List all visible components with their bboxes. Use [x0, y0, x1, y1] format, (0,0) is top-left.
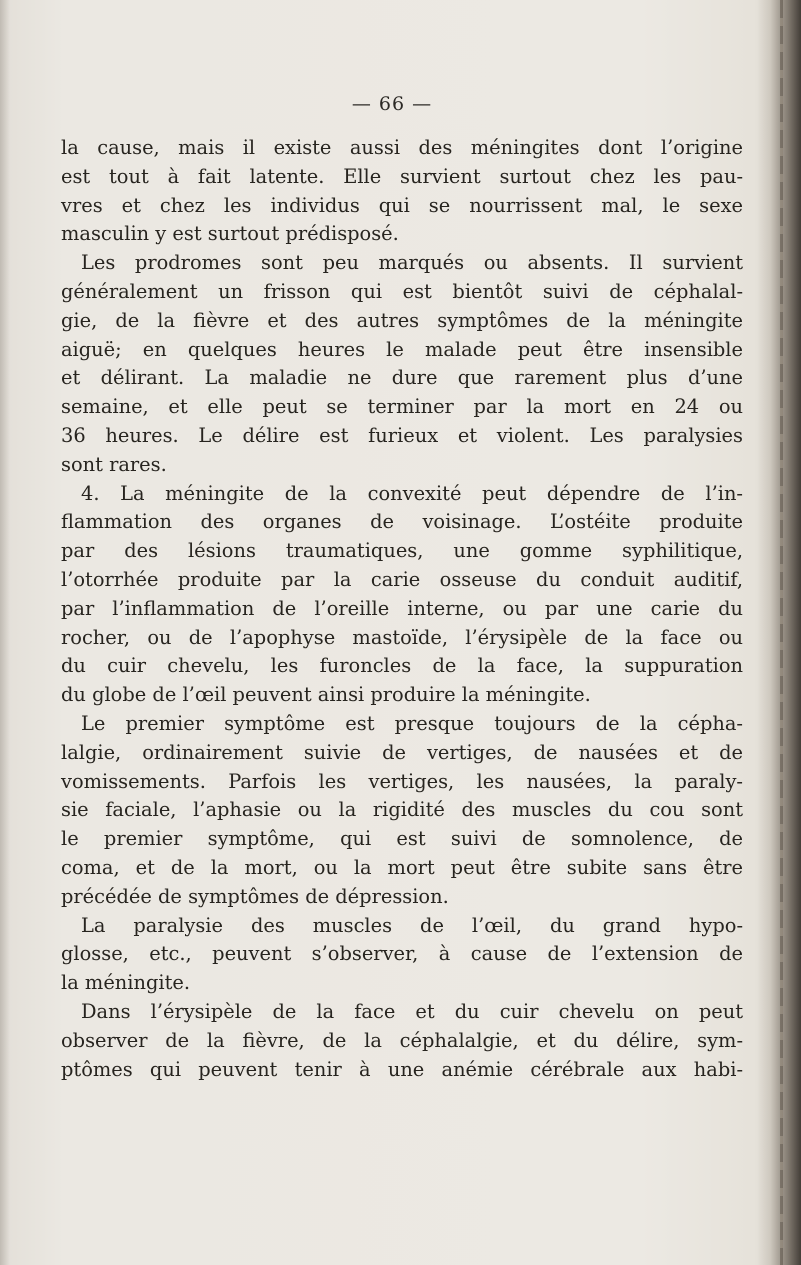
text-line: La paralysie des muscles de l’œil, du grand hypo-	[81, 913, 743, 937]
text-line: Le premier symptôme est presque toujours de la cépha-	[81, 711, 743, 735]
text-line: le premier symptôme, qui est suivi de somnolence, de	[61, 827, 743, 851]
text-line: par des lésions traumatiques, une gomme syphilitique,	[61, 539, 743, 563]
text-line: 36 heures. Le délire est furieux et violent. Les paralysies	[61, 423, 743, 447]
book-spine-shadow	[757, 0, 801, 1265]
text-line: Les prodromes sont peu marqués ou absents. Il survient	[81, 251, 743, 275]
text-line: généralement un frisson qui est bientôt suivi de céphalal-	[61, 279, 743, 303]
text-line: la méningite.	[61, 971, 191, 995]
text-line: semaine, et elle peut se terminer par la mort en 24 ou	[61, 395, 743, 419]
text-line: observer de la fièvre, de la céphalalgie, et du délire, sym-	[61, 1028, 743, 1052]
text-line: par l’inflammation de l’oreille interne, ou par une carie du	[61, 596, 743, 620]
body-text	[61, 134, 743, 1084]
text-line: la cause, mais il existe aussi des méningites dont l’origine	[61, 136, 743, 159]
text-line: sont rares.	[61, 452, 167, 476]
text-line: du globe de l’œil peuvent ainsi produire la méningite.	[61, 683, 591, 707]
text-line: du cuir chevelu, les furoncles de la face, la suppuration	[61, 654, 743, 678]
book-spine-edge	[780, 0, 783, 1265]
text-line: aiguë; en quelques heures le malade peut être insensible	[61, 337, 743, 361]
text-line: gie, de la fièvre et des autres symptômes de la méningite	[61, 308, 743, 332]
text-line: rocher, ou de l’apophyse mastoïde, l’érysipèle de la face ou	[61, 625, 743, 649]
text-line: coma, et de la mort, ou la mort peut être subite sans être	[61, 855, 743, 879]
page-number: — 66 —	[351, 93, 433, 115]
text-line: 4. La méningite de la convexité peut dépendre de l’in-	[81, 481, 743, 505]
text-line: flammation des organes de voisinage. L’ostéite produite	[61, 510, 743, 534]
text-line: vomissements. Parfois les vertiges, les nausées, la paraly-	[61, 769, 743, 793]
text-line: est tout à fait latente. Elle survient surtout chez les pau-	[61, 164, 743, 188]
text-line: précédée de symptômes de dépression.	[61, 884, 449, 908]
text-line: et délirant. La maladie ne dure que rarement plus d’une	[61, 366, 743, 390]
text-line: l’otorrhée produite par la carie osseuse du conduit auditif,	[61, 567, 743, 591]
text-line: vres et chez les individus qui se nourrissent mal, le sexe	[61, 193, 743, 217]
text-line: sie faciale, l’aphasie ou la rigidité des muscles du cou sont	[61, 798, 743, 822]
text-line: glosse, etc., peuvent s’observer, à cause de l’extension de	[61, 942, 743, 966]
text-line: masculin y est surtout prédisposé.	[61, 222, 399, 246]
text-line: Dans l’érysipèle de la face et du cuir chevelu on peut	[81, 999, 743, 1023]
page-edge-shadow	[0, 0, 10, 1265]
text-line: ptômes qui peuvent tenir à une anémie cérébrale aux habi-	[61, 1057, 743, 1081]
text-line: lalgie, ordinairement suivie de vertiges, de nausées et de	[61, 740, 743, 764]
